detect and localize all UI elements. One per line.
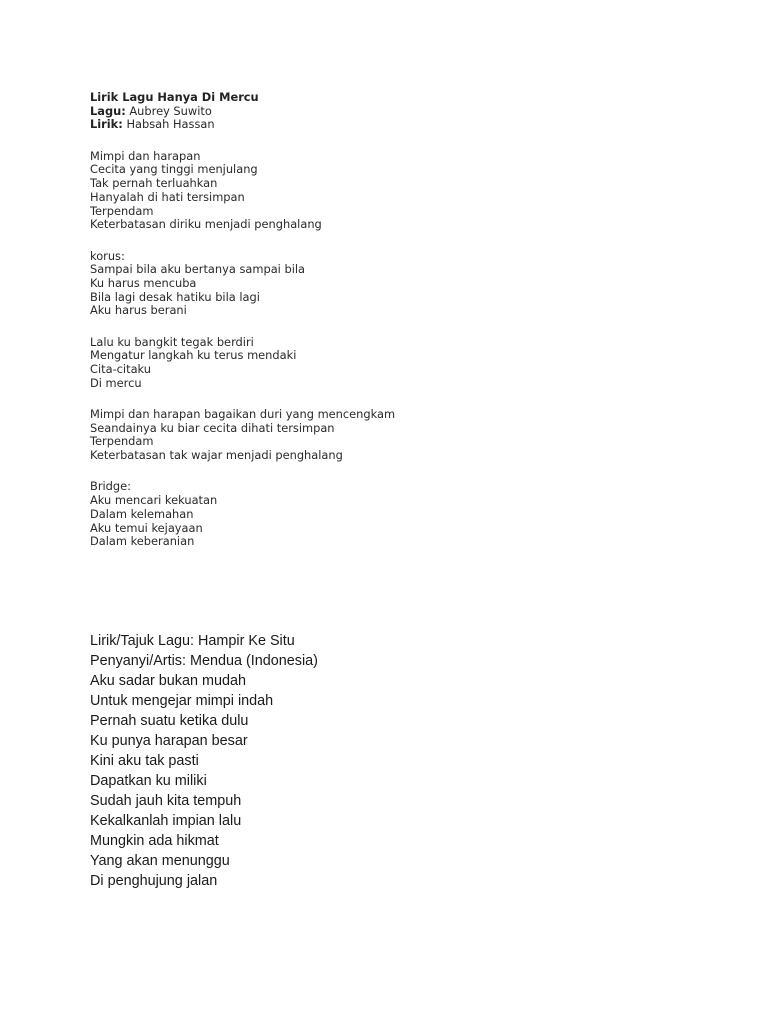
composer-label: Lagu: bbox=[90, 103, 126, 118]
artist-line: Penyanyi/Artis: Mendua (Indonesia) bbox=[90, 653, 318, 669]
lyric-line: Aku harus berani bbox=[90, 303, 187, 318]
lyricist-label: Lirik: bbox=[90, 117, 123, 132]
lyric-line: Bridge: bbox=[90, 479, 131, 494]
lyric-line: Bila lagi desak hatiku bila lagi bbox=[90, 289, 260, 304]
stanza-gap bbox=[90, 132, 690, 150]
stanza bbox=[90, 336, 690, 391]
lyric-line: Dalam kelemahan bbox=[90, 506, 194, 521]
lyric-line: Mimpi dan harapan bagaikan duri yang mencengkam bbox=[90, 407, 396, 422]
lyric-line: Kini aku tak pasti bbox=[90, 753, 199, 769]
lyric-line: Hanyalah di hati tersimpan bbox=[90, 189, 245, 204]
lyric-line: Aku sadar bukan mudah bbox=[90, 673, 246, 689]
lyric-line: Ku punya harapan besar bbox=[90, 733, 248, 749]
lyric-line: Aku temui kejayaan bbox=[90, 520, 203, 535]
stanza bbox=[90, 150, 690, 232]
lyric-line: Sudah jauh kita tempuh bbox=[90, 793, 242, 809]
lyric-line: Sampai bila aku bertanya sampai bila bbox=[90, 262, 306, 277]
lyric-line: Aku mencari kekuatan bbox=[90, 493, 218, 508]
lyric-line: korus: bbox=[90, 248, 125, 263]
lyric-line: Cecita yang tinggi menjulang bbox=[90, 162, 258, 177]
lyrics-stanzas bbox=[90, 132, 690, 549]
lyric-line: Terpendam bbox=[90, 434, 154, 449]
lyric-line: Tak pernah terluahkan bbox=[90, 176, 218, 191]
lyric-line: Kekalkanlah impian lalu bbox=[90, 813, 242, 829]
song-title: Lirik/Tajuk Lagu: Hampir Ke Situ bbox=[90, 633, 295, 649]
lyric-line: Mimpi dan harapan bbox=[90, 148, 201, 163]
lyric-line: Ku harus mencuba bbox=[90, 275, 197, 290]
lyricist-line bbox=[90, 118, 690, 132]
stanza bbox=[90, 408, 690, 463]
stanza-gap bbox=[90, 318, 690, 336]
song-title: Lirik Lagu Hanya Di Mercu bbox=[90, 90, 259, 104]
lyric-line: Keterbatasan tak wajar menjadi penghalang bbox=[90, 448, 343, 463]
lyric-line: Mungkin ada hikmat bbox=[90, 833, 219, 849]
lyrics-lines bbox=[90, 671, 690, 891]
lyric-line: Lalu ku bangkit tegak berdiri bbox=[90, 334, 254, 349]
lyric-line: Pernah suatu ketika dulu bbox=[90, 713, 249, 729]
lyric-line: Terpendam bbox=[90, 203, 154, 218]
composer-name: Aubrey Suwito bbox=[129, 103, 212, 118]
stanza-gap bbox=[90, 463, 690, 481]
lyric-line: Yang akan menunggu bbox=[90, 853, 230, 869]
lyric-line: Untuk mengejar mimpi indah bbox=[90, 693, 274, 709]
lyric-line: Di mercu bbox=[90, 375, 142, 390]
composer-line bbox=[90, 105, 690, 119]
song-hampir-ke-situ bbox=[90, 631, 690, 891]
stanza bbox=[90, 250, 690, 319]
lyric-line: Mengatur langkah ku terus mendaki bbox=[90, 348, 297, 363]
lyric-line: Cita-citaku bbox=[90, 362, 152, 377]
stanza-gap bbox=[90, 232, 690, 250]
lyric-line: Seandainya ku biar cecita dihati tersimpan bbox=[90, 420, 335, 435]
song-hanya-di-mercu bbox=[90, 91, 690, 549]
lyric-line: Keterbatasan diriku menjadi penghalang bbox=[90, 217, 322, 232]
lyric-line: Dapatkan ku miliki bbox=[90, 773, 207, 789]
lyric-line: Di penghujung jalan bbox=[90, 873, 218, 889]
stanza-gap bbox=[90, 390, 690, 408]
lyricist-name: Habsah Hassan bbox=[126, 117, 215, 132]
lyric-line: Dalam keberanian bbox=[90, 534, 195, 549]
stanza bbox=[90, 480, 690, 549]
